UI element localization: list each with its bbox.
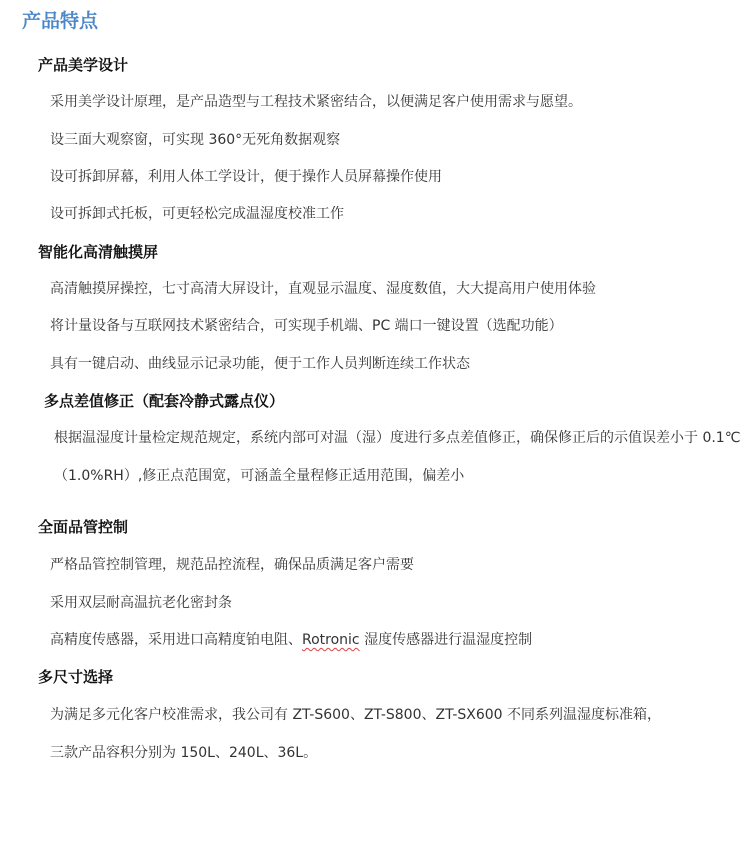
section-heading-aesthetic-design: 产品美学设计 bbox=[38, 56, 129, 74]
feature-line: 设可拆卸式托板，可更轻松完成温湿度校准工作 bbox=[50, 206, 344, 222]
feature-line: 采用双层耐高温抗老化密封条 bbox=[50, 595, 232, 611]
feature-line: （1.0%RH）,修正点范围宽，可涵盖全量程修正适用范围，偏差小 bbox=[54, 468, 465, 484]
feature-line: 为满足多元化客户校准需求，我公司有 ZT-S600、ZT-S800、ZT-SX600 不同系列温湿度标准箱， bbox=[50, 707, 662, 723]
feature-line-sensor bbox=[50, 629, 532, 651]
feature-line: 高清触摸屏操控，七寸高清大屏设计，直观显示温度、湿度数值，大大提高用户使用体验 bbox=[50, 281, 596, 297]
page-title: 产品特点 bbox=[22, 10, 99, 32]
section-heading-size-options: 多尺寸选择 bbox=[38, 668, 114, 686]
feature-line: 设三面大观察窗，可实现 360°无死角数据观察 bbox=[50, 132, 341, 148]
sensor-text-after: 湿度传感器进行温湿度控制 bbox=[359, 632, 533, 648]
sensor-text-before: 高精度传感器，采用进口高精度铂电阻、 bbox=[50, 632, 302, 648]
feature-line: 严格品管控制管理，规范品控流程，确保品质满足客户需要 bbox=[50, 557, 414, 573]
feature-line: 采用美学设计原理，是产品造型与工程技术紧密结合，以便满足客户使用需求与愿望。 bbox=[50, 94, 582, 110]
section-heading-touchscreen: 智能化高清触摸屏 bbox=[38, 243, 159, 261]
feature-line: 具有一键启动、曲线显示记录功能，便于工作人员判断连续工作状态 bbox=[50, 356, 470, 372]
feature-line: 设可拆卸屏幕，利用人体工学设计，便于操作人员屏幕操作使用 bbox=[50, 169, 442, 185]
feature-line: 将计量设备与互联网技术紧密结合，可实现手机端、PC 端口一键设置（选配功能） bbox=[50, 318, 563, 334]
feature-line: 三款产品容积分别为 150L、240L、36L。 bbox=[50, 745, 318, 761]
section-heading-quality-control: 全面品管控制 bbox=[38, 518, 129, 536]
brand-name-rotronic: Rotronic bbox=[302, 632, 360, 648]
feature-line: 根据温湿度计量检定规范规定，系统内部可对温（湿）度进行多点差值修正，确保修正后的示值误差小于 0.1℃ bbox=[54, 430, 741, 446]
section-heading-multipoint-correction: 多点差值修正（配套冷静式露点仪） bbox=[44, 392, 285, 410]
